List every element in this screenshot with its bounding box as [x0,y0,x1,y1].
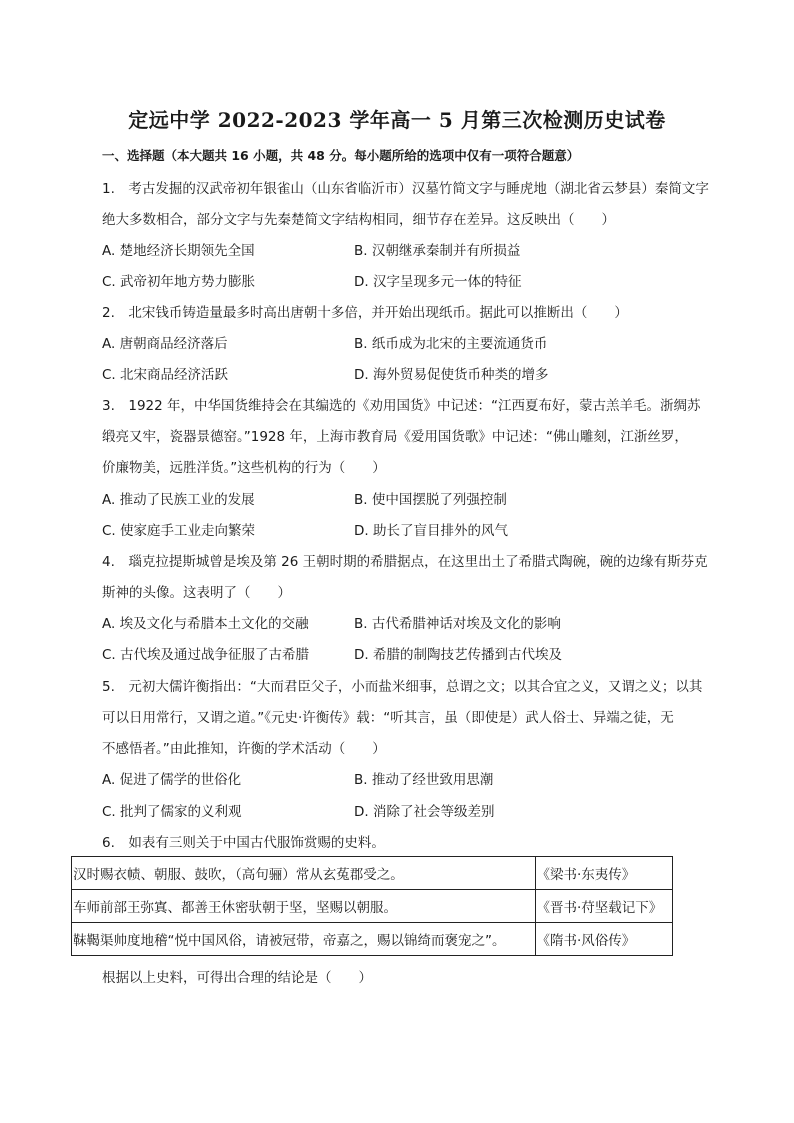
table-row [72,857,673,890]
q5-option-a[interactable]: A. 促进了儒学的世俗化 [102,772,242,788]
q4-option-b[interactable]: B. 古代希腊神话对埃及文化的影响 [354,616,561,632]
source-citation-cell: 《梁书·东夷传》 [535,857,673,890]
source-citation-cell: 《隋书·风俗传》 [535,923,673,956]
q1-option-d[interactable]: D. 汉字呈现多元一体的特征 [354,274,522,290]
q4-line-1: 4. 瑙克拉提斯城曾是埃及第 26 王朝时期的希腊据点，在这里出土了希腊式陶碗，碗的边缘有斯芬克 [102,554,708,570]
q1-line-1: 1. 考古发掘的汉武帝初年银雀山（山东省临沂市）汉墓竹简文字与睡虎地（湖北省云梦县）秦简文字 [102,181,709,197]
q5-option-c[interactable]: C. 批判了儒家的义利观 [102,804,242,820]
source-text-cell: 车师前部王弥寘、都善王休密驮朝于坚，坚赐以朝服。 [72,890,536,923]
q3-line-3: 价廉物美，远胜洋货。”这些机构的行为（ ） [102,460,386,476]
q3-option-a[interactable]: A. 推动了民族工业的发展 [102,492,255,508]
section-header: 一、选择题（本大题共 16 小题，共 48 分。每小题所给的选项中仅有一项符合题意） [102,148,580,163]
table-row [72,890,673,923]
source-text-cell: 靺鞨渠帅度地稽“悦中国风俗，请被冠带，帝嘉之，赐以锦绮而褒宠之”。 [72,923,536,956]
q4-line-2: 斯神的头像。这表明了（ ） [102,585,291,601]
q6-question: 根据以上史料，可得出合理的结论是（ ） [102,970,372,986]
q5-option-b[interactable]: B. 推动了经世致用思潮 [354,772,494,788]
q4-option-a[interactable]: A. 埃及文化与希腊本土文化的交融 [102,616,309,632]
q3-line-1: 3. 1922 年，中华国货维持会在其编选的《劝用国货》中记述：“江西夏布好，蒙古羔羊毛。浙绸苏 [102,398,701,414]
q2-option-a[interactable]: A. 唐朝商品经济落后 [102,336,228,352]
q6-intro: 6. 如表有三则关于中国古代服饰赏赐的史料。 [102,835,385,851]
q5-line-1: 5. 元初大儒许衡指出：“大而君臣父子，小而盐米细事，总谓之文；以其合宜之义，又谓之义；以其 [102,679,703,695]
q5-option-d[interactable]: D. 消除了社会等级差别 [354,804,495,820]
q2-option-b[interactable]: B. 纸币成为北宋的主要流通货币 [354,336,548,352]
historical-sources-table [71,856,673,956]
q1-line-2: 绝大多数相合，部分文字与先秦楚简文字结构相同，细节存在差异。这反映出（ ） [102,212,615,228]
q3-option-d[interactable]: D. 助长了盲目排外的风气 [354,523,508,539]
q1-option-a[interactable]: A. 楚地经济长期领先全国 [102,243,255,259]
q5-line-3: 不感悟者。”由此推知，许衡的学术活动（ ） [102,741,386,757]
q2-option-c[interactable]: C. 北宋商品经济活跃 [102,367,229,383]
q5-line-2: 可以日用常行，又谓之道。”《元史·许衡传》载：“听其言，虽（即使是）武人俗士、异端之徒，无 [102,710,674,726]
source-citation-cell: 《晋书·苻坚载记下》 [535,890,673,923]
q1-option-b[interactable]: B. 汉朝继承秦制并有所损益 [354,243,521,259]
table-row [72,923,673,956]
q2-line-1: 2. 北宋钱币铸造量最多时高出唐朝十多倍，并开始出现纸币。据此可以推断出（ ） [102,305,628,321]
exam-title: 定远中学 2022-2023 学年高一 5 月第三次检测历史试卷 [128,108,666,132]
q3-line-2: 缎亮又牢，瓷器景德窑。”1928 年，上海市教育局《爱用国货歌》中记述：“佛山雕刻，江浙丝罗， [102,429,688,445]
q3-option-c[interactable]: C. 使家庭手工业走向繁荣 [102,523,256,539]
source-text-cell: 汉时赐衣帻、朝服、鼓吹，（高句骊）常从玄菟郡受之。 [72,857,536,890]
q4-option-c[interactable]: C. 古代埃及通过战争征服了古希腊 [102,647,310,663]
q1-option-c[interactable]: C. 武帝初年地方势力膨胀 [102,274,256,290]
q2-option-d[interactable]: D. 海外贸易促使货币种类的增多 [354,367,549,383]
q4-option-d[interactable]: D. 希腊的制陶技艺传播到古代埃及 [354,647,562,663]
q3-option-b[interactable]: B. 使中国摆脱了列强控制 [354,492,507,508]
